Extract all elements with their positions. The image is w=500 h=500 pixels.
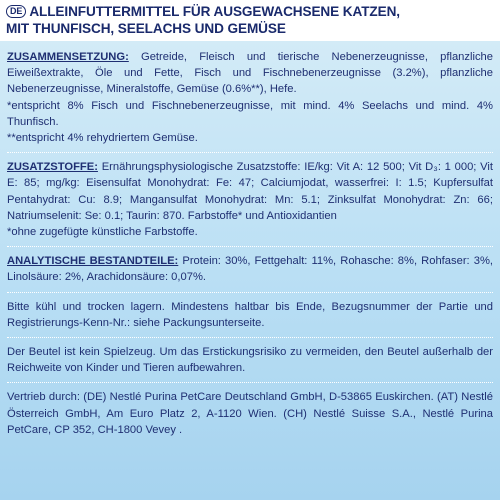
composition-note-2: **entspricht 4% rehydriertem Gemüse.	[7, 132, 198, 145]
divider	[7, 292, 493, 293]
analysis-text: Protein: 30%, Fettgehalt: 11%, Rohasche: 8%, Rohfaser: 3%, Linolsäure: 2%, Arachidonsäure: 0,07%.	[7, 255, 493, 284]
composition-text: Getreide, Fleisch und tierische Nebenerzeugnisse, pflanzliche Eiweißextrakte, Öle und Fette, Fisch und Fischnebenerzeugnisse (3.2%), pflanzliche Nebenerzeugnisse, Mineralstoffe, Gemüse (0.6%**), Hefe.	[7, 51, 493, 96]
additives-note: *ohne zugefügte künstliche Farbstoffe.	[7, 226, 198, 239]
analysis-section	[7, 253, 493, 285]
country-badge: DE	[6, 5, 26, 18]
product-header	[0, 0, 500, 40]
header-title-2: MIT THUNFISCH, SEELACHS UND GEMÜSE	[6, 21, 286, 36]
composition-note-1: *entspricht 8% Fisch und Fischnebenerzeugnisse, mit mind. 4% Seelachs und mind. 4% Thunfisch.	[7, 99, 493, 128]
storage-text: Bitte kühl und trocken lagern. Mindestens haltbar bis Ende, Bezugsnummer der Partie und Registrierungs-Kenn-Nr.: siehe Packungsunterseite.	[7, 300, 493, 329]
divider	[7, 246, 493, 247]
composition-label: ZUSAMMENSETZUNG:	[7, 51, 129, 63]
composition-section	[7, 49, 493, 98]
warning-text: Der Beutel ist kein Spielzeug. Um das Erstickungsrisiko zu vermeiden, den Beutel außerhalb der Reichweite von Kinder und Tieren aufbewahren.	[7, 346, 493, 375]
analysis-label: ANALYTISCHE BESTANDTEILE:	[7, 255, 179, 268]
label-body	[0, 41, 500, 500]
additives-text: Ernährungsphysiologische Zusatzstoffe: IE/kg: Vit A: 12 500; Vit D₃: 1 000; Vit E: 85; mg/kg: Eisensulfat Monohydrat: Fe: 47; Calciumjodat, wasserfrei: I: 1.5; Kupfersulfat Pentahydrat: Cu: 8.9; Mangansulfat Monohydrat: Mn: 5.1; Zinksulfat Monohydrat: Zn: 66; Natriumselenit: Se: 0.1; Taurin: 870. Farbstoffe* und Antioxidantien	[7, 161, 493, 222]
additives-label: ZUSATZSTOFFE:	[7, 161, 98, 174]
header-title-1: ALLEINFUTTERMITTEL FÜR AUSGEWACHSENE KATZEN,	[29, 4, 400, 19]
distribution-text: Vertrieb durch: (DE) Nestlé Purina PetCare Deutschland GmbH, D-53865 Euskirchen. (AT) Nestlé Österreich GmbH, Am Euro Platz 2, A-1120 Wien. (CH) Nestlé Suisse S.A., Nestlé Purina PetCare, CP 352, CH-1800 Vevey .	[7, 391, 493, 436]
divider	[7, 382, 493, 383]
divider	[7, 337, 493, 338]
divider	[7, 152, 493, 153]
additives-section	[7, 159, 493, 224]
header-title-line-1	[6, 3, 494, 20]
